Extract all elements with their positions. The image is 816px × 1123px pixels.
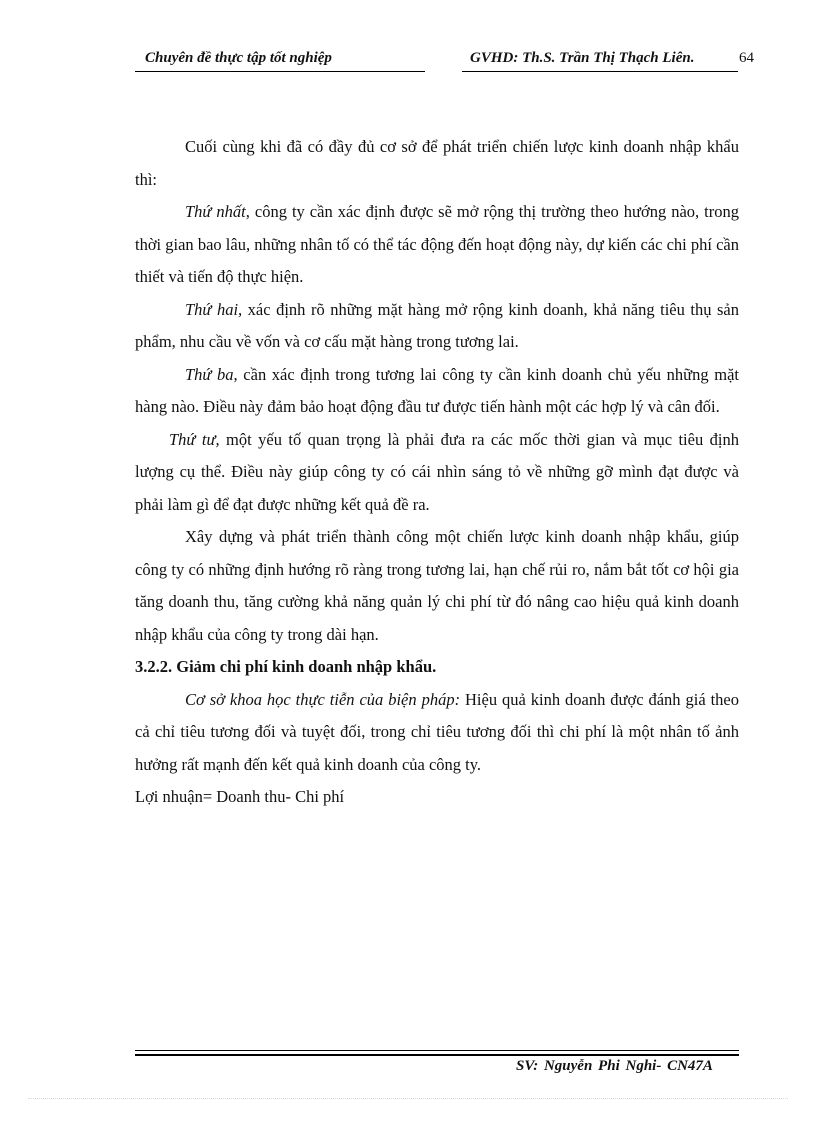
paragraph-second: Thứ hai, xác định rõ những mặt hàng mở rộng kinh doanh, khả năng tiêu thụ sản phẩm, nhu cầu về vốn và cơ cấu mặt hàng trong tương lai. (135, 299, 739, 351)
header-left (135, 47, 425, 72)
paragraph-fourth: Thứ tư, một yếu tố quan trọng là phải đưa ra các mốc thời gian và mục tiêu định lượng cụ thể. Điều này giúp công ty có cái nhìn sáng tỏ về những gỡ mình đạt được và phải làm gì để đạt được những kết quả đề ra. (135, 429, 739, 514)
page-number: 64 (739, 50, 754, 66)
paragraph-intro: Cuối cùng khi đã có đầy đủ cơ sở để phát triển chiến lược kinh doanh nhập khẩu thì: (135, 137, 739, 189)
document-body (135, 131, 739, 814)
label-basis: Cơ sở khoa học thực tiễn của biện pháp: (185, 689, 461, 709)
header-document-title: Chuyên đề thực tập tốt nghiệp (145, 50, 332, 66)
footer-student: SV: Nguyễn Phi Nghi- CN47A (516, 1058, 713, 1074)
label-fourth: Thứ tư, (169, 429, 220, 449)
label-first: Thứ nhất (185, 202, 246, 221)
header-supervisor: GVHD: Th.S. Trần Thị Thạch Liên. (470, 50, 695, 66)
paragraph-basis: Cơ sở khoa học thực tiễn của biện pháp: Hiệu quả kinh doanh được đánh giá theo cả chỉ tiêu tương đối và tuyệt đối, trong chỉ tiêu tương đối thì chi phí là một nhân tố ảnh hưởng rất mạnh đến kết quả kinh doanh của công ty. (135, 689, 739, 774)
formula-line: Lợi nhuận= Doanh thu- Chi phí (135, 787, 345, 806)
label-third: Thứ ba (185, 364, 234, 384)
paragraph-summary: Xây dựng và phát triển thành công một chiến lược kinh doanh nhập khẩu, giúp công ty có những định hướng rõ ràng trong tương lai, hạn chế rủi ro, nắm bắt tốt cơ hội gia tăng doanh thu, tăng cường khả năng quản lý chi phí từ đó nâng cao hiệu quả kinh doanh nhập khẩu của công ty trong dài hạn. (135, 527, 739, 644)
label-second: Thứ hai, (185, 299, 243, 319)
footer-rule-thick (135, 1054, 739, 1056)
footer-rule (135, 1050, 739, 1051)
page-edge (28, 1098, 788, 1099)
section-heading: 3.2.2. Giảm chi phí kinh doanh nhập khẩu. (135, 657, 437, 676)
header-right (462, 47, 738, 72)
paragraph-third: Thứ ba, cần xác định trong tương lai công ty cần kinh doanh chủ yếu những mặt hàng nào. Điều này đảm bảo hoạt động đầu tư được tiến hành một các hợp lý và cân đối. (135, 364, 739, 416)
paragraph-first: Thứ nhất, công ty cần xác định được sẽ mở rộng thị trường theo hướng nào, trong thời gian bao lâu, những nhân tố có thể tác động đến hoạt động này, dự kiến các chi phí cần thiết và tiến độ thực hiện. (135, 202, 739, 286)
